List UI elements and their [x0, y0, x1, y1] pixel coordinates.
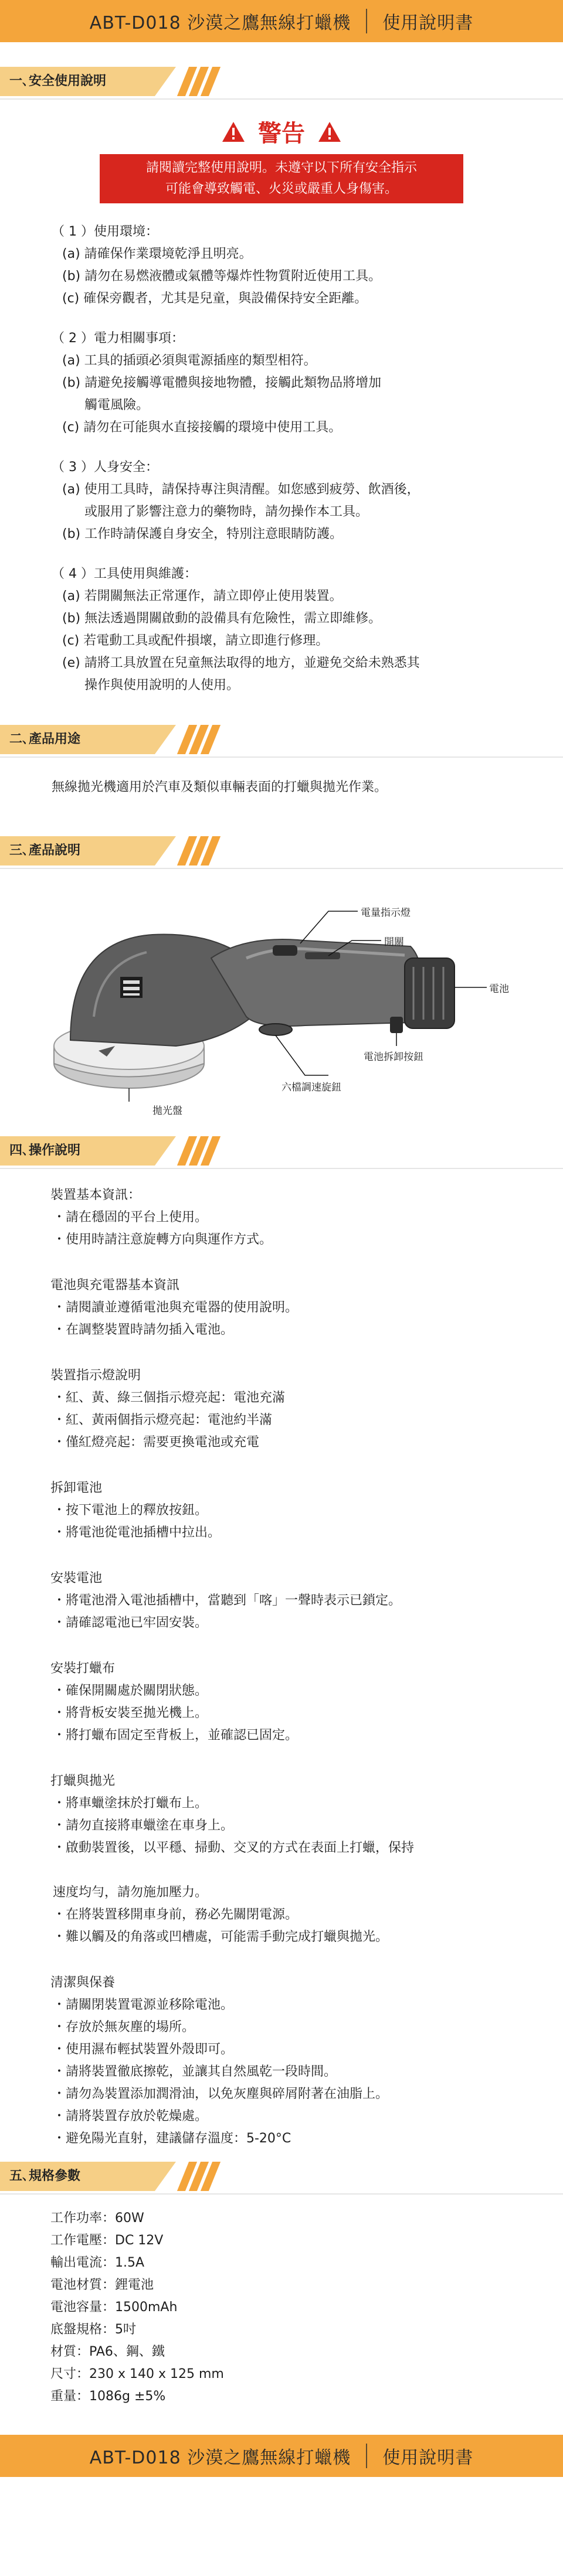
section-header-usage — [0, 720, 563, 759]
safety-item: (e) 請將工具放置在兒童無法取得的地方，並避免交給未熟悉其 — [62, 656, 420, 670]
operation-line: ・按下電池上的釋放按鈕。 — [53, 1503, 208, 1518]
label-battery: 電池 — [489, 983, 509, 995]
operation-line: ・將電池滑入電池插槽中，當聽到「喀」一聲時表示已鎖定。 — [53, 1593, 402, 1608]
operation-line: ・存放於無灰塵的場所。 — [53, 2020, 195, 2035]
operation-line: ・將電池從電池插槽中拉出。 — [53, 1525, 221, 1540]
safety-item: (b) 請勿在易燃液體或氣體等爆炸性物質附近使用工具。 — [62, 269, 382, 284]
safety-item: (c) 確保旁觀者，尤其是兒童，與設備保持安全距離。 — [62, 291, 368, 306]
header-divider — [366, 9, 367, 33]
spec-item: 輸出電流：1.5A — [50, 2255, 145, 2270]
operation-line: ・避免陽光直射，建議儲存溫度：5-20°C — [53, 2131, 291, 2146]
section-header-safety — [0, 62, 563, 101]
operation-block-title: 電池與充電器基本資訊 — [50, 1278, 180, 1293]
label-speed-knob: 六檔調速旋鈕 — [282, 1082, 341, 1093]
warning-line: 可能會導致觸電、火災或嚴重人身傷害。 — [165, 182, 398, 196]
safety-item: (b) 請避免接觸導電體與接地物體，接觸此類物品將增加 — [62, 376, 382, 390]
label-pad: 拋光盤 — [152, 1105, 182, 1117]
section-header-product — [0, 832, 563, 870]
section-title: 二､產品用途 — [9, 732, 81, 747]
label-indicator: 電量指示燈 — [361, 907, 411, 919]
safety-item: 或服用了影響注意力的藥物時，請勿操作本工具。 — [84, 505, 369, 519]
operation-line: ・請關閉裝置電源並移除電池。 — [53, 1998, 234, 2012]
spec-item: 工作電壓：DC 12V — [50, 2233, 164, 2248]
safety-item: (a) 工具的插頭必須與電源插座的類型相符。 — [62, 353, 317, 368]
safety-item: (c) 若電動工具或配件損壞，請立即進行修理。 — [62, 633, 329, 648]
operation-block-title: 裝置指示燈說明 — [50, 1368, 141, 1383]
operation-line: ・將打蠟布固定至背板上，並確認已固定。 — [53, 1728, 299, 1743]
operation-line — [50, 1859, 528, 1882]
label-switch: 開關 — [384, 936, 404, 948]
safety-item: (a) 使用工具時，請保持專注與清醒。如您感到疲勞、飲酒後， — [62, 482, 420, 497]
safety-content — [0, 221, 563, 697]
operation-block-title: 裝置基本資訊： — [50, 1188, 141, 1202]
section-title: 三､產品說明 — [9, 843, 81, 858]
spec-item: 尺寸：230 x 140 x 125 mm — [50, 2367, 224, 2381]
safety-item: (b) 無法透過開關啟動的設備具有危險性，需立即維修。 — [62, 611, 382, 626]
manual-title: ABT-D018 沙漠之鷹無線打蠟機 — [89, 2448, 351, 2468]
safety-group-title: （ 1 ）使用環境： — [52, 224, 158, 239]
operation-block-title: 清潔與保養 — [50, 1975, 116, 1990]
safety-item: (a) 若開關無法正常運作，請立即停止使用裝置。 — [62, 589, 342, 604]
spec-item: 電池材質：鋰電池 — [50, 2278, 154, 2292]
manual-title: ABT-D018 沙漠之鷹無線打蠟機 — [89, 13, 351, 33]
section-title: 一､安全使用說明 — [9, 74, 107, 88]
operation-line: ・紅、黃兩個指示燈亮起：電池約半滿 — [53, 1413, 273, 1427]
spec-list — [0, 2196, 563, 2408]
safety-item: 操作與使用說明的人使用。 — [84, 678, 240, 693]
operation-line: ・請將裝置存放於乾燥處。 — [53, 2109, 208, 2124]
operation-block-title: 安裝打蠟布 — [50, 1661, 116, 1676]
operation-line: ・請閱讀並遵循電池與充電器的使用說明。 — [53, 1300, 299, 1315]
section-header-specs — [0, 2157, 563, 2196]
footer-divider — [366, 2444, 367, 2468]
spec-item: 重量：1086g ±5% — [50, 2389, 166, 2404]
operation-block-title: 打蠟與拋光 — [50, 1774, 116, 1788]
operation-line: ・難以觸及的角落或凹槽處，可能需手動完成打蠟與拋光。 — [53, 1930, 389, 1944]
section-title: 五､規格參數 — [9, 2169, 81, 2183]
operation-block-title: 拆卸電池 — [50, 1481, 103, 1495]
operation-content — [0, 1184, 563, 2150]
warning-triangle-icon — [222, 121, 245, 142]
operation-block-title: 安裝電池 — [50, 1571, 103, 1586]
warning-box — [100, 154, 463, 203]
operation-line: ・將背板安裝至拋光機上。 — [53, 1706, 208, 1720]
operation-line: 速度均勻，請勿施加壓力。 — [53, 1885, 208, 1900]
warning-heading — [0, 115, 563, 148]
operation-line: ・使用濕布輕拭裝置外殼即可。 — [53, 2042, 234, 2057]
operation-line: ・啟動裝置後，以平穩、掃動、交叉的方式在表面上打蠟，保持 — [53, 1841, 415, 1855]
warning-triangle-icon — [318, 121, 341, 142]
operation-line: ・在將裝置移開車身前，務必先關閉電源。 — [53, 1907, 299, 1922]
safety-group-title: （ 4 ）工具使用與維護： — [52, 567, 197, 581]
safety-item: 觸電風險。 — [84, 398, 150, 413]
usage-text: 無線拋光機適用於汽車及類似車輛表面的打蠟與拋光作業。 — [52, 780, 388, 795]
operation-line: ・請確認電池已牢固安裝。 — [53, 1616, 208, 1630]
operation-line: ・確保開關處於關閉狀態。 — [53, 1684, 208, 1698]
operation-line: ・僅紅燈亮起：需要更換電池或充電 — [53, 1435, 260, 1450]
spec-item: 電池容量：1500mAh — [50, 2300, 178, 2315]
operation-line: ・將車蠟塗抹於打蠟布上。 — [53, 1796, 208, 1811]
operation-line: ・在調整裝置時請勿插入電池。 — [53, 1323, 234, 1337]
spec-item: 材質：PA6、鋼、鐵 — [50, 2345, 165, 2359]
section-title: 四､操作說明 — [9, 1143, 81, 1158]
safety-item: (a) 請確保作業環境乾淨且明亮。 — [62, 247, 252, 261]
operation-line: ・使用時請注意旋轉方向與運作方式。 — [53, 1232, 273, 1247]
operation-line: ・請在穩固的平台上使用。 — [53, 1210, 208, 1225]
label-release-button: 電池拆卸按鈕 — [364, 1051, 423, 1063]
operation-line: ・請勿直接將車蠟塗在車身上。 — [53, 1818, 234, 1833]
footer-bar — [0, 2435, 563, 2477]
safety-item: (b) 工作時請保護自身安全，特別注意眼睛防護。 — [62, 527, 343, 541]
warning-title: 警告 — [258, 120, 305, 147]
safety-group-title: （ 3 ）人身安全： — [52, 460, 158, 475]
section-header-operation — [0, 1132, 563, 1170]
operation-line: ・請勿為裝置添加潤滑油，以免灰塵與碎屑附著在油脂上。 — [53, 2087, 389, 2101]
safety-group-title: （ 2 ）電力相關事項： — [52, 331, 184, 346]
spec-item: 底盤規格：5吋 — [50, 2322, 136, 2337]
manual-subtitle: 使用說明書 — [382, 13, 474, 33]
spec-item: 工作功率：60W — [50, 2211, 144, 2226]
safety-item: (c) 請勿在可能與水直接接觸的環境中使用工具。 — [62, 420, 342, 435]
warning-line: 請閱讀完整使用說明。未遵守以下所有安全指示 — [145, 161, 417, 175]
manual-subtitle: 使用說明書 — [382, 2448, 474, 2468]
product-diagram — [0, 870, 563, 1116]
operation-line: ・請將裝置徹底擦乾，並讓其自然風乾一段時間。 — [53, 2064, 337, 2079]
header-bar — [0, 0, 563, 42]
operation-line: ・紅、黃、綠三個指示燈亮起：電池充滿 — [53, 1391, 286, 1405]
